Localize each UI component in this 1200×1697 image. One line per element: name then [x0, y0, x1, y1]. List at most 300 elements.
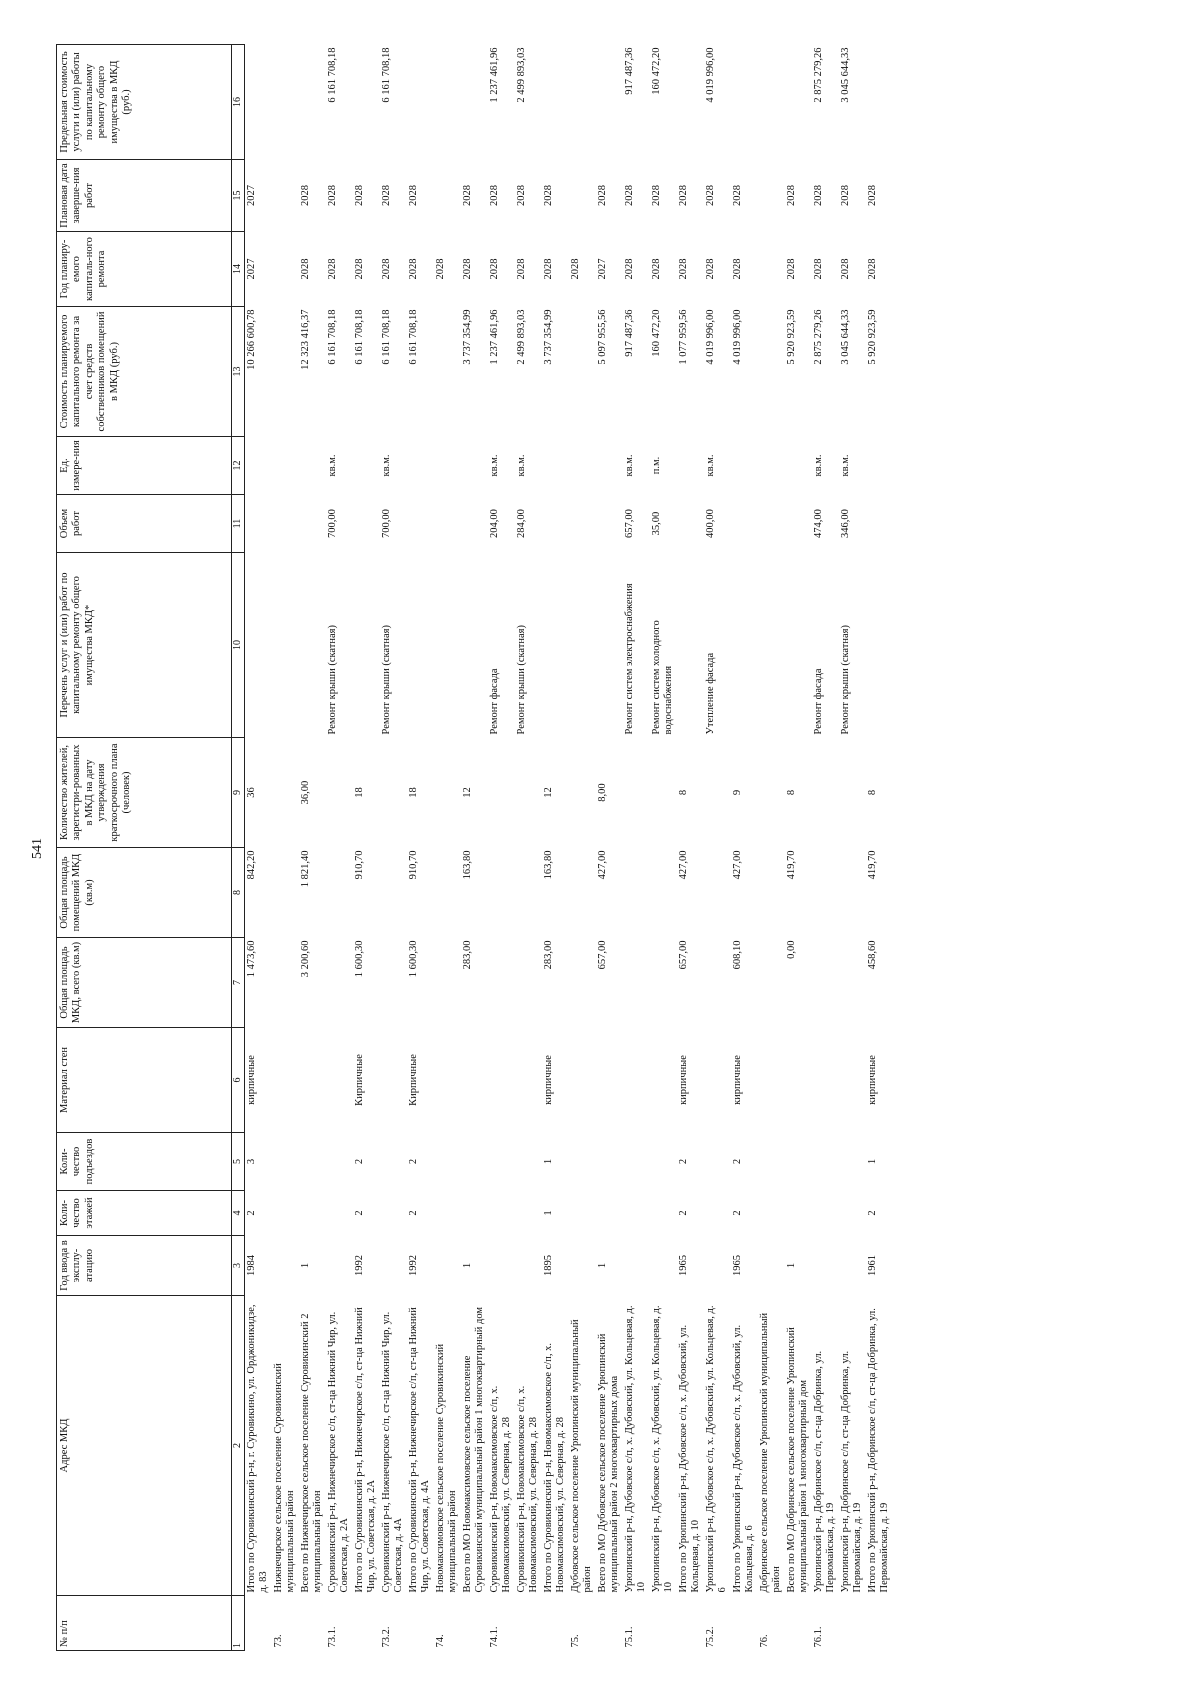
table-cell: Урюпинский р-н, Дубовское с/п, х. Дубовский, ул. Кольцевая, д. 10	[650, 1305, 675, 1593]
table-cell: Суровикинский р-н, Нижнечирское с/п, ст-ца Нижний Чир, ул. Советская, д. 4А	[380, 1311, 405, 1593]
table-cell: 2028	[677, 185, 689, 206]
table-row	[867, 45, 894, 1651]
table-cell: Ремонт систем холодного водоснабжения	[650, 620, 675, 735]
table-cell: Всего по МО Новомаксимовское сельское поселение Суровикинский муниципальный район 1 многоквартирный дом	[461, 1306, 486, 1593]
table-cell	[489, 1191, 516, 1236]
table-cell	[300, 1596, 327, 1651]
table-cell	[273, 495, 300, 553]
table-cell	[759, 738, 786, 848]
table-row	[435, 45, 462, 1651]
table-cell	[327, 1133, 354, 1191]
table-cell: кв.м.	[839, 454, 851, 477]
capital-repair-table	[56, 44, 894, 1651]
table-row	[543, 45, 570, 1651]
table-cell	[244, 45, 273, 160]
header-cell: Коли-чество этажей	[57, 1191, 232, 1236]
table-cell: 1 600,30	[353, 940, 365, 978]
table-cell: 917 487,36	[623, 47, 635, 95]
table-cell	[705, 1133, 732, 1191]
table-cell: кирпичные	[866, 1055, 878, 1105]
table-cell: п.м.	[650, 456, 662, 475]
table-cell: 2028	[623, 185, 635, 206]
header-cell: Год планиру-емого капиталь-ного ремонта	[57, 232, 232, 307]
table-cell: Кирпичные	[353, 1054, 365, 1106]
table-cell	[786, 437, 813, 495]
table-cell	[462, 45, 489, 160]
table-cell: 2028	[677, 258, 689, 280]
table-cell	[597, 437, 624, 495]
table-cell	[489, 1236, 516, 1296]
table-cell: кирпичные	[731, 1055, 743, 1105]
table-row	[705, 45, 732, 1651]
table-cell: 1 473,60	[245, 940, 257, 978]
header-cell: Адрес МКД	[57, 1296, 232, 1596]
table-cell: 2	[866, 1210, 878, 1216]
table-cell	[651, 738, 678, 848]
table-cell: 8	[677, 789, 689, 796]
table-cell	[435, 495, 462, 553]
table-cell: 2028	[812, 185, 824, 206]
table-cell: 657,00	[677, 940, 689, 970]
table-cell: Ремонт крыши (скатная)	[839, 624, 851, 735]
table-cell	[543, 1596, 570, 1651]
table-cell: 284,00	[515, 509, 527, 538]
table-cell: Всего по МО Дубовское сельское поселение Урюпинский муниципальный район 2 многоквартирных дома	[596, 1333, 621, 1593]
table-cell	[867, 437, 894, 495]
table-cell	[408, 553, 435, 738]
table-cell: 1	[785, 1262, 797, 1269]
column-number: 14	[232, 232, 245, 307]
table-cell: кв.м.	[515, 454, 527, 477]
table-cell	[489, 1028, 516, 1133]
table-cell: 2028	[488, 258, 500, 280]
table-cell	[570, 160, 597, 232]
table-cell: 2028	[488, 185, 500, 206]
column-number: 7	[232, 938, 245, 1028]
table-cell: 73.1.	[326, 1626, 338, 1648]
table-cell: 6 161 708,18	[407, 309, 419, 365]
table-cell	[867, 1596, 894, 1651]
table-cell	[435, 307, 462, 437]
table-cell: 12	[542, 787, 554, 798]
table-cell	[840, 1236, 867, 1296]
table-cell: кирпичные	[677, 1055, 689, 1105]
table-cell	[354, 1596, 381, 1651]
table-cell: 419,70	[866, 850, 878, 880]
column-number: 12	[232, 437, 245, 495]
table-cell: 1	[866, 1158, 878, 1165]
table-cell: Урюпинский р-н, Дубовское с/п, х. Дубовский, ул. Кольцевая, д. 6	[704, 1305, 729, 1593]
table-cell: кв.м.	[704, 454, 716, 477]
table-cell: 2028	[353, 258, 365, 280]
table-cell	[516, 1191, 543, 1236]
table-cell: 2028	[326, 185, 338, 206]
table-row	[489, 45, 516, 1651]
table-cell: 2027	[245, 258, 257, 280]
table-cell: 6 161 708,18	[380, 47, 392, 103]
table-cell	[705, 1236, 732, 1296]
table-cell: 2028	[326, 258, 338, 280]
table-cell	[273, 848, 300, 938]
header-cell: Материал стен	[57, 1028, 232, 1133]
table-cell	[273, 45, 300, 160]
table-cell: Суровикинский р-н, Новомаксимовское с/п, х. Новомаксимовский, ул. Северная, д. 28	[488, 1385, 513, 1593]
table-row	[273, 45, 300, 1651]
table-cell	[759, 938, 786, 1028]
table-cell: 5 920 923,59	[785, 309, 797, 365]
table-row	[759, 45, 786, 1651]
table-cell	[516, 1236, 543, 1296]
table-cell: 4 019 996,00	[731, 309, 743, 365]
table-cell: 74.	[434, 1634, 446, 1648]
table-cell	[435, 848, 462, 938]
table-cell: 346,00	[839, 509, 851, 538]
table-cell	[678, 437, 705, 495]
table-cell	[759, 553, 786, 738]
table-cell	[435, 938, 462, 1028]
table-cell: 2028	[380, 185, 392, 206]
table-cell	[732, 437, 759, 495]
table-cell	[516, 848, 543, 938]
table-cell	[867, 553, 894, 738]
column-number: 8	[232, 848, 245, 938]
table-cell	[705, 738, 732, 848]
table-cell	[840, 848, 867, 938]
column-number: 4	[232, 1191, 245, 1236]
table-cell	[327, 1028, 354, 1133]
table-cell	[354, 45, 381, 160]
table-cell	[300, 495, 327, 553]
table-cell: 2028	[434, 258, 446, 280]
table-cell	[300, 553, 327, 738]
table-cell: 700,00	[326, 509, 338, 538]
table-cell: кв.м.	[326, 454, 338, 477]
table-cell	[840, 738, 867, 848]
table-cell	[624, 738, 651, 848]
table-cell: 1	[299, 1262, 311, 1269]
table-row	[408, 45, 435, 1651]
header-cell: Стоимость планируемого капитального ремонта за счет средств собственников помещений в МКД (руб.)	[57, 307, 232, 437]
table-cell: 283,00	[461, 940, 473, 970]
table-cell: Итого по Суровикинский р-н, Нижнечирское с/п, ст-ца Нижний Чир, ул. Советская, д. 2А	[353, 1307, 378, 1593]
table-cell: 2028	[650, 185, 662, 206]
table-cell	[786, 553, 813, 738]
table-cell	[813, 1191, 840, 1236]
table-cell	[624, 938, 651, 1028]
table-cell	[435, 738, 462, 848]
table-cell: 2 875 279,26	[812, 47, 824, 103]
table-cell	[300, 1191, 327, 1236]
table-cell: 1965	[677, 1255, 689, 1276]
table-cell: 6 161 708,18	[326, 309, 338, 365]
table-cell	[435, 1028, 462, 1133]
table-cell: 842,20	[245, 850, 257, 880]
table-cell	[570, 437, 597, 495]
table-cell: Ремонт систем электроснабжения	[623, 583, 635, 735]
table-cell: Урюпинский р-н, Дубовское с/п, х. Дубовский, ул. Кольцевая, д. 10	[623, 1305, 648, 1593]
table-cell	[732, 553, 759, 738]
table-cell: кв.м.	[488, 454, 500, 477]
table-cell: 76.1.	[812, 1626, 824, 1648]
table-cell	[435, 160, 462, 232]
table-cell	[543, 495, 570, 553]
table-row	[786, 45, 813, 1651]
table-cell: 35,00	[650, 511, 662, 536]
table-cell	[759, 495, 786, 553]
table-cell: 1984	[245, 1255, 257, 1276]
table-cell	[462, 1028, 489, 1133]
column-number: 10	[232, 553, 245, 738]
table-cell	[732, 45, 759, 160]
table-cell	[597, 1133, 624, 1191]
table-cell: 2028	[596, 185, 608, 206]
table-cell	[543, 437, 570, 495]
table-cell: 6 161 708,18	[353, 309, 365, 365]
table-cell: Суровикинский р-н, Нижнечирское с/п, ст-ца Нижний Чир, ул. Советская, д. 2А	[326, 1311, 351, 1593]
table-cell	[273, 1133, 300, 1191]
table-cell	[570, 307, 597, 437]
table-cell: Итого по Суровикинский р-н, г. Суровикино, ул. Орджоникидзе, д. 83	[245, 1304, 270, 1593]
table-cell	[489, 848, 516, 938]
table-cell: 2 875 279,26	[812, 309, 824, 365]
table-cell: 2	[353, 1210, 365, 1216]
table-row	[244, 45, 273, 1651]
table-cell: 657,00	[623, 509, 635, 538]
table-cell: 1 821,40	[299, 850, 311, 888]
table-row	[300, 45, 327, 1651]
table-cell	[840, 1191, 867, 1236]
table-cell	[354, 495, 381, 553]
column-number-row	[232, 45, 245, 1651]
table-cell: 36,00	[299, 780, 311, 805]
table-cell	[651, 1191, 678, 1236]
table-cell: 2028	[866, 258, 878, 280]
table-cell	[273, 1236, 300, 1296]
table-cell: 12 323 416,37	[299, 309, 311, 370]
table-cell: 73.2.	[380, 1626, 392, 1648]
table-cell: Всего по Нижнечирское сельское поселение Суровикинский 2 муниципальный район	[299, 1313, 324, 1593]
table-cell	[597, 495, 624, 553]
table-cell	[273, 938, 300, 1028]
table-cell	[651, 848, 678, 938]
table-row	[516, 45, 543, 1651]
table-cell	[813, 738, 840, 848]
table-cell: 3 737 354,99	[542, 309, 554, 365]
header-cell: Предельная стоимость услуги и (или) работы по капитальному ремонту общего имущества в МКД (руб.)	[57, 45, 232, 160]
table-cell	[408, 1596, 435, 1651]
table-cell: Итого по Суровикинский р-н, Новомаксимовское с/п, х. Новомаксимовский, ул. Северная, д. 28	[542, 1343, 567, 1593]
table-cell	[867, 495, 894, 553]
table-cell: 3	[245, 1158, 257, 1165]
table-cell: 2	[731, 1210, 743, 1216]
table-cell: 160 472,20	[650, 309, 662, 357]
table-cell	[570, 738, 597, 848]
table-cell	[327, 1236, 354, 1296]
table-cell: 657,00	[596, 940, 608, 970]
table-cell: 427,00	[596, 850, 608, 880]
table-cell: 2028	[731, 185, 743, 206]
table-cell	[435, 553, 462, 738]
table-cell: Новомаксимовское сельское поселение Суровикинский муниципальный район	[434, 1343, 459, 1593]
table-cell: 427,00	[677, 850, 689, 880]
table-cell: 75.	[569, 1634, 581, 1648]
table-cell: Суровикинский р-н, Новомаксимовское с/п, х. Новомаксимовский, ул. Северная, д. 28	[515, 1385, 540, 1593]
table-cell: 2028	[407, 185, 419, 206]
column-number: 15	[232, 160, 245, 232]
table-cell	[381, 1236, 408, 1296]
table-cell	[867, 45, 894, 160]
table-cell: Итого по Урюпинский р-н, Дубовское с/п, х. Дубовский, ул. Кольцевая, д. 10	[677, 1324, 702, 1593]
table-cell: 2	[677, 1210, 689, 1216]
table-cell: 1992	[353, 1255, 365, 1276]
column-number: 6	[232, 1028, 245, 1133]
table-cell	[813, 1133, 840, 1191]
table-cell	[516, 1596, 543, 1651]
table-cell	[489, 938, 516, 1028]
table-cell	[651, 1236, 678, 1296]
table-cell	[813, 1028, 840, 1133]
table-cell	[570, 1028, 597, 1133]
table-cell: 2028	[407, 258, 419, 280]
table-cell: 458,60	[866, 940, 878, 970]
table-cell: кв.м.	[812, 454, 824, 477]
table-cell: 3 045 644,33	[839, 47, 851, 103]
table-cell	[597, 1191, 624, 1236]
table-cell: 9	[731, 789, 743, 796]
table-body	[244, 45, 894, 1651]
table-cell: 2 499 893,03	[515, 47, 527, 103]
table-cell: 75.2.	[704, 1626, 716, 1648]
table-cell	[300, 437, 327, 495]
table-cell: 18	[353, 787, 365, 798]
table-cell	[516, 938, 543, 1028]
header-cell: Объем работ	[57, 495, 232, 553]
table-cell	[651, 1596, 678, 1651]
table-cell: 3 045 644,33	[839, 309, 851, 365]
table-cell	[624, 1028, 651, 1133]
table-cell	[786, 45, 813, 160]
table-cell: Утепление фасада	[704, 652, 716, 735]
table-cell: кв.м.	[623, 454, 635, 477]
table-cell: 2028	[731, 258, 743, 280]
table-cell	[570, 1236, 597, 1296]
table-cell	[489, 1133, 516, 1191]
table-row	[327, 45, 354, 1651]
table-cell: 2028	[461, 185, 473, 206]
header-row	[57, 45, 232, 1651]
table-cell	[354, 553, 381, 738]
table-cell: 917 487,36	[623, 309, 635, 357]
table-cell	[840, 938, 867, 1028]
table-cell: 2028	[812, 258, 824, 280]
table-cell: 12	[461, 787, 473, 798]
table-cell	[759, 1236, 786, 1296]
table-cell	[678, 553, 705, 738]
table-cell: 2028	[380, 258, 392, 280]
table-cell	[435, 437, 462, 495]
table-cell: 2 499 893,03	[515, 309, 527, 365]
table-cell: Урюпинский р-н, Добринское с/п, ст-ца Добринка, ул. Первомайская, д. 19	[812, 1350, 837, 1593]
table-cell: 1 237 461,96	[488, 47, 500, 103]
table-cell	[381, 938, 408, 1028]
table-cell: 2028	[461, 258, 473, 280]
table-cell	[840, 1133, 867, 1191]
table-cell: 2028	[785, 185, 797, 206]
table-cell: кирпичные	[542, 1055, 554, 1105]
table-cell	[273, 232, 300, 307]
header-cell: Количество жителей, зарегистри-рованных в МКД на дату утверждения краткосрочного плана (человек)	[57, 738, 232, 848]
table-cell: 0,00	[785, 940, 797, 959]
table-cell	[462, 437, 489, 495]
table-cell: 2027	[245, 185, 257, 206]
table-cell: 2028	[839, 185, 851, 206]
table-cell	[327, 1191, 354, 1236]
table-cell	[597, 553, 624, 738]
table-cell	[273, 553, 300, 738]
table-cell	[813, 848, 840, 938]
table-cell: кв.м.	[380, 454, 392, 477]
table-row	[678, 45, 705, 1651]
table-cell	[624, 1236, 651, 1296]
table-cell: 2028	[299, 258, 311, 280]
table-cell	[273, 738, 300, 848]
table-cell	[327, 738, 354, 848]
table-cell	[678, 45, 705, 160]
table-cell	[678, 1596, 705, 1651]
table-cell	[244, 553, 273, 738]
header-cell: Коли-чество подъездов	[57, 1133, 232, 1191]
table-row	[732, 45, 759, 1651]
table-cell	[300, 1133, 327, 1191]
table-cell: 1961	[866, 1255, 878, 1276]
table-cell	[244, 437, 273, 495]
table-cell: 73.	[272, 1634, 284, 1648]
table-cell: 910,70	[353, 850, 365, 880]
table-cell: Всего по МО Добринское сельское поселение Урюпинский муниципальный район 1 многоквартирный дом	[785, 1327, 810, 1593]
table-cell: 2	[407, 1158, 419, 1165]
column-number: 16	[232, 45, 245, 160]
table-cell	[273, 1191, 300, 1236]
table-cell: 2	[353, 1158, 365, 1165]
table-row	[840, 45, 867, 1651]
header-cell: Общая площадь МКД, всего (кв.м)	[57, 938, 232, 1028]
table-cell	[381, 738, 408, 848]
table-cell	[624, 1133, 651, 1191]
table-cell: Итого по Урюпинский р-н, Дубовское с/п, х. Дубовский, ул. Кольцевая, д. 6	[731, 1324, 756, 1593]
table-cell	[813, 1236, 840, 1296]
table-row	[462, 45, 489, 1651]
table-cell	[435, 1133, 462, 1191]
table-cell: 1 237 461,96	[488, 309, 500, 365]
table-cell	[381, 1191, 408, 1236]
table-cell: Ремонт фасада	[812, 668, 824, 735]
table-cell	[516, 1028, 543, 1133]
table-cell	[732, 495, 759, 553]
table-cell: 76.	[758, 1634, 770, 1648]
table-cell: Добринское сельское поселение Урюпинский муниципальный район	[758, 1312, 783, 1593]
column-number: 2	[232, 1296, 245, 1596]
column-number: 1	[232, 1596, 245, 1651]
header-cell: № п/п	[57, 1596, 232, 1651]
table-cell	[651, 1028, 678, 1133]
table-cell	[759, 232, 786, 307]
table-cell: 2	[677, 1158, 689, 1165]
table-cell	[759, 437, 786, 495]
table-cell: 1965	[731, 1255, 743, 1276]
table-cell: Итого по Суровикинский р-н, Нижнечирское с/п, ст-ца Нижний Чир, ул. Советская, д. 4А	[407, 1307, 432, 1593]
table-row	[651, 45, 678, 1651]
column-number: 13	[232, 307, 245, 437]
